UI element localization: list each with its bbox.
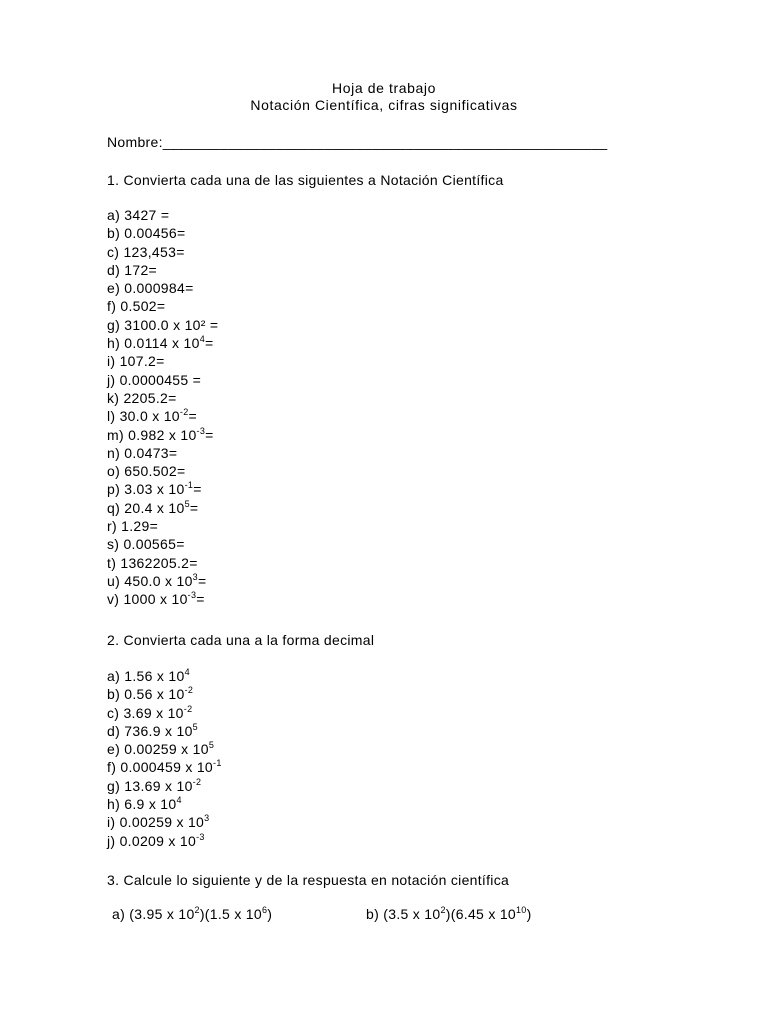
item-expression: 3427 — [124, 207, 157, 223]
item-tail: = — [156, 207, 170, 223]
item-tail: = — [176, 243, 185, 260]
item-label: c) — [107, 704, 120, 721]
item-label: r) — [107, 518, 117, 535]
exponent: -2 — [183, 703, 193, 714]
item-tail: = — [149, 518, 159, 535]
item-label: b) — [107, 225, 121, 242]
exponent: 5 — [208, 740, 215, 751]
item-tail: = — [196, 591, 205, 608]
worksheet-subtitle: Notación Científica, cifras significativas — [250, 97, 518, 113]
list-item — [107, 279, 218, 297]
problem-label: a) — [112, 906, 126, 922]
item-label: f) — [107, 298, 117, 315]
item-expression: 0.0000455 — [119, 371, 189, 388]
item-expression: 1000 x 10 — [123, 591, 188, 608]
item-expression: 6.9 x 10 — [124, 796, 177, 813]
exponent: 3 — [192, 571, 198, 582]
list-item — [107, 480, 218, 498]
item-label: k) — [107, 389, 120, 406]
item-expression: 0.0209 x 10 — [119, 832, 197, 849]
problem-part: (3.5 x 10 — [383, 906, 441, 922]
item-expression: 30.0 x 10 — [119, 408, 180, 425]
list-item — [107, 224, 218, 242]
item-tail: = — [148, 261, 158, 278]
item-label: d) — [107, 722, 121, 739]
item-label: f) — [107, 759, 117, 776]
exponent: -2 — [184, 685, 194, 696]
problem-a — [112, 906, 272, 922]
section-2-heading: 2. Convierta cada una a la forma decimal — [107, 632, 375, 648]
list-item — [107, 499, 218, 517]
exponent: 6 — [261, 905, 268, 915]
exponent: 3 — [204, 813, 210, 824]
worksheet-title: Hoja de trabajo — [332, 80, 436, 96]
item-tail: = — [156, 353, 165, 370]
item-expression: 736.9 x 10 — [124, 722, 193, 739]
item-label: n) — [107, 444, 121, 461]
list-item — [107, 832, 222, 850]
item-expression: 0.000459 x 10 — [120, 759, 214, 776]
list-item — [107, 206, 218, 224]
exponent: -2 — [192, 776, 202, 787]
list-item — [107, 462, 218, 480]
section-1-heading: 1. Convierta cada una de las siguientes a Notación Científica — [107, 172, 504, 188]
item-label: q) — [107, 499, 121, 516]
exponent: 4 — [199, 334, 206, 345]
item-tail: = — [205, 426, 214, 443]
item-tail: = — [176, 536, 185, 553]
exponent: 2 — [440, 905, 446, 915]
item-label: v) — [107, 591, 120, 608]
section-1-list — [107, 206, 218, 609]
item-tail: = — [188, 371, 202, 388]
item-label: c) — [107, 243, 120, 260]
item-tail: = — [168, 444, 178, 461]
problem-part: )(1.5 x 10 — [199, 906, 262, 922]
list-item — [107, 352, 218, 370]
item-expression: 0.00565 — [123, 536, 177, 553]
item-label: e) — [107, 280, 121, 297]
list-item — [107, 261, 218, 279]
item-label: g) — [107, 777, 121, 794]
list-item — [107, 554, 218, 572]
list-item — [107, 444, 218, 462]
item-label: l) — [107, 408, 116, 425]
exponent: 5 — [192, 721, 198, 732]
list-item — [107, 758, 222, 776]
list-item — [107, 572, 218, 590]
exponent: -3 — [196, 425, 206, 436]
item-tail: = — [197, 572, 207, 589]
problem-b — [366, 906, 532, 922]
item-tail: = — [205, 335, 214, 352]
list-item — [107, 685, 222, 703]
item-expression: 3.69 x 10 — [123, 704, 184, 721]
list-item — [107, 316, 218, 334]
list-item — [107, 722, 222, 740]
item-expression: 0.000984 — [124, 280, 186, 297]
list-item — [107, 517, 218, 535]
item-expression: 3100.0 x 10² — [124, 316, 206, 333]
item-expression: 0.56 x 10 — [124, 686, 185, 703]
problem-part: (3.95 x 10 — [129, 906, 195, 922]
item-expression: 3.03 x 10 — [124, 481, 185, 498]
item-expression: 0.982 x 10 — [128, 426, 197, 443]
problem-part: ) — [526, 906, 532, 922]
item-label: b) — [107, 686, 121, 703]
item-tail: = — [176, 463, 186, 480]
name-line: Nombre:_______________________________________________________ — [107, 134, 608, 150]
item-expression: 123,453 — [123, 243, 177, 260]
item-label: i) — [107, 814, 116, 831]
item-label: u) — [107, 572, 121, 589]
item-label: h) — [107, 796, 121, 813]
item-expression: 1.29 — [121, 518, 150, 535]
list-item — [107, 667, 222, 685]
list-item — [107, 426, 218, 444]
item-tail: = — [193, 481, 202, 498]
item-tail: = — [188, 408, 197, 425]
list-item — [107, 371, 218, 389]
item-label: o) — [107, 463, 121, 480]
item-tail: = — [189, 499, 199, 516]
item-label: j) — [107, 371, 116, 388]
item-expression: 450.0 x 10 — [124, 572, 193, 589]
item-label: t) — [107, 554, 117, 571]
exponent: -3 — [196, 831, 205, 842]
exponent: -2 — [179, 407, 189, 418]
item-label: p) — [107, 481, 121, 498]
item-expression: 0.00259 x 10 — [119, 814, 205, 831]
item-expression: 0.00259 x 10 — [124, 741, 209, 758]
list-item — [107, 243, 218, 261]
list-item — [107, 407, 218, 425]
item-expression: 13.69 x 10 — [124, 777, 193, 794]
exponent: -3 — [187, 590, 197, 601]
item-label: m) — [107, 426, 124, 443]
item-tail: = — [168, 389, 177, 406]
item-label: a) — [107, 668, 121, 684]
exponent: 2 — [194, 905, 200, 915]
list-item — [107, 297, 218, 315]
list-item — [107, 704, 222, 722]
item-label: h) — [107, 335, 121, 352]
section-2-list — [107, 667, 222, 850]
item-label: j) — [107, 832, 116, 849]
item-expression: 2205.2 — [123, 389, 169, 406]
item-expression: 20.4 x 10 — [124, 499, 185, 516]
list-item — [107, 334, 218, 352]
item-expression: 0.0473 — [124, 444, 169, 461]
exponent: 4 — [184, 667, 190, 677]
item-expression: 1362205.2 — [120, 554, 190, 571]
item-expression: 0.0114 x 10 — [124, 335, 200, 352]
exponent: 4 — [176, 795, 182, 806]
list-item — [107, 740, 222, 758]
problem-part: ) — [267, 906, 273, 922]
item-tail: = — [156, 298, 166, 315]
item-label: s) — [107, 536, 120, 553]
list-item — [107, 590, 218, 608]
item-expression: 172 — [124, 261, 149, 278]
exponent: 5 — [184, 498, 190, 509]
item-expression: 107.2 — [119, 353, 157, 370]
list-item — [107, 389, 218, 407]
item-expression: 0.00456 — [124, 225, 177, 242]
item-expression: 1.56 x 10 — [124, 668, 185, 684]
list-item — [107, 795, 222, 813]
item-tail: = — [189, 554, 198, 571]
item-label: g) — [107, 316, 121, 333]
item-label: i) — [107, 353, 116, 370]
item-tail: = — [185, 280, 194, 297]
list-item — [107, 813, 222, 831]
item-label: a) — [107, 207, 121, 223]
list-item — [107, 535, 218, 553]
item-expression: 650.502 — [124, 463, 177, 480]
item-label: e) — [107, 741, 121, 758]
item-tail: = — [205, 316, 219, 333]
exponent: 10 — [516, 905, 527, 915]
item-tail: = — [176, 225, 186, 242]
problem-part: )(6.45 x 10 — [445, 906, 516, 922]
list-item — [107, 777, 222, 795]
problem-label: b) — [366, 906, 380, 922]
exponent: -1 — [184, 480, 194, 491]
section-3-heading: 3. Calcule lo siguiente y de la respuesta en notación científica — [107, 872, 510, 888]
item-label: d) — [107, 261, 121, 278]
exponent: -1 — [213, 758, 222, 769]
item-expression: 0.502 — [120, 298, 157, 315]
